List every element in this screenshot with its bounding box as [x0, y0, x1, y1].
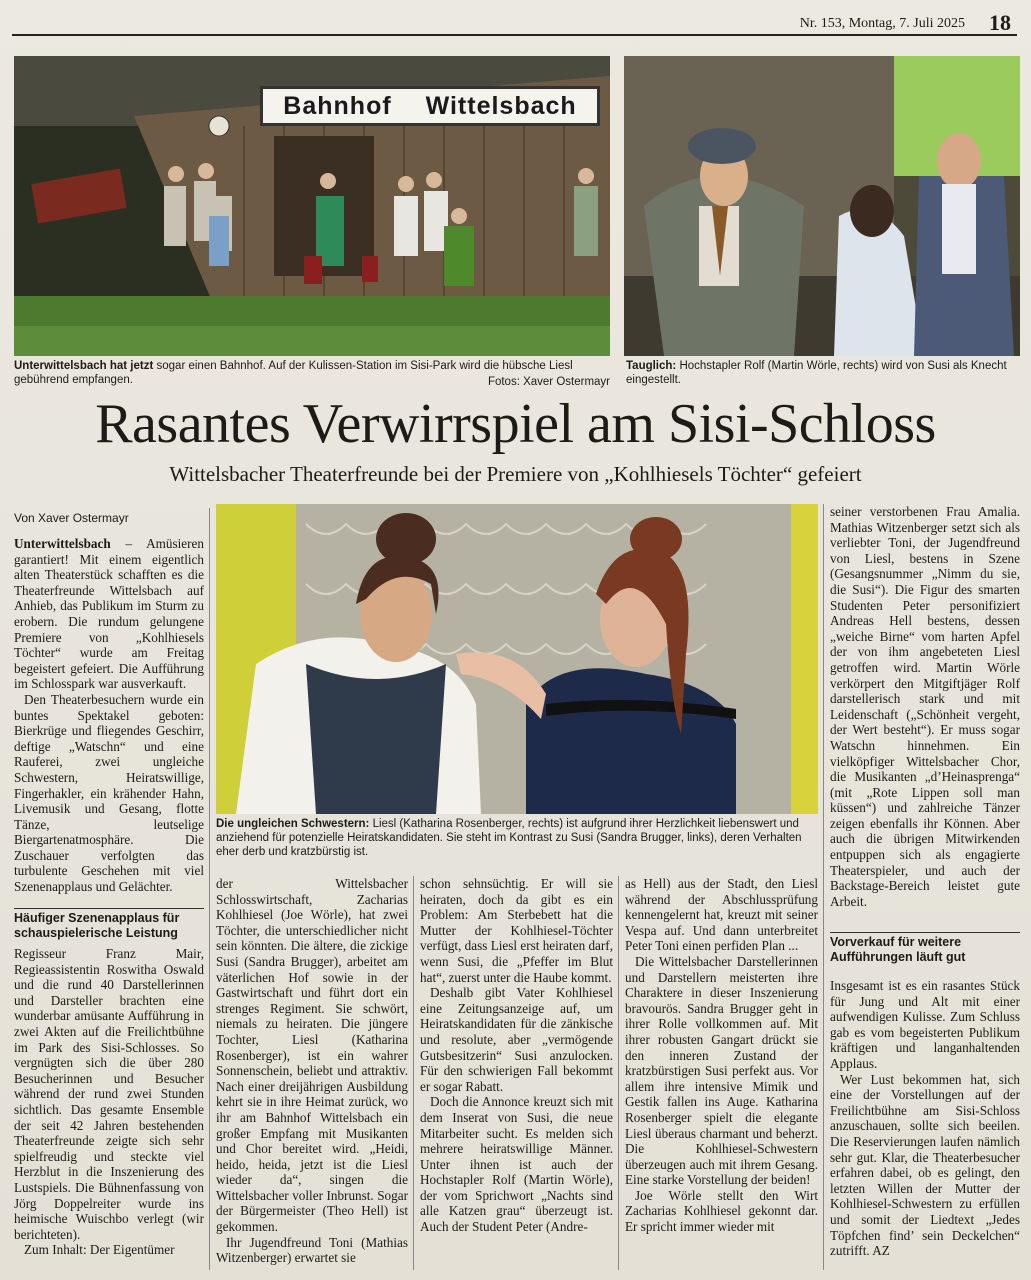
paragraph: as Hell) aus der Stadt, den Liesl während der Abschlussprüfung kennengelernt hat, kreuzt mit seiner Vespa auf. Und dann unterbreitet Peter Toni einen perfiden Plan ...	[625, 876, 818, 954]
issue-date: Nr. 153, Montag, 7. Juli 2025	[799, 16, 965, 31]
paragraph: Doch die Annonce kreuzt sich mit dem Inserat von Susi, die neue Mitarbeiter sucht. Es melden sich mehrere heiratswillige Männer. Unter ihnen ist auch der Hochstapler Rolf (Martin Wörle), der vom Sprichwort „Nachts sind alle Katzen grau“ überzeugt ist. Auch der Student Peter (Andre-	[420, 1094, 613, 1235]
caption-schwestern	[216, 817, 818, 863]
caption-lead: Die ungleichen Schwestern:	[216, 818, 370, 830]
column-rule	[823, 504, 824, 1270]
headline: Rasantes Verwirrspiel am Sisi-Schloss	[95, 393, 936, 455]
caption-text: sogar einen Bahnhof. Auf der Kulissen-Station im Sisi-Park wird die hübsche Liesl gebührend empfangen.	[14, 360, 573, 386]
byline: Von Xaver Ostermayr	[14, 511, 129, 525]
paragraph: Wer Lust bekommen hat, sich eine der Vorstellungen auf der Freilichtbühne am Sisi-Schloss anzuschauen, sollte sich beeilen. Die Reservierungen laufen nämlich sehr gut. Klar, die Theaterbesucher erfahren dabei, ob es gelingt, den letzten Willen der Mutter der Kohlhiesel-Schwestern zu erfüllen und somit der Liedtext „Jedes Töpfchen find’ sein Deckelchen“ zutrifft. AZ	[830, 1071, 1020, 1259]
photo-bahnhof	[14, 56, 610, 356]
caption-lead: Tauglich:	[626, 360, 677, 372]
column-2	[216, 876, 408, 1270]
caption-bahnhof	[14, 359, 610, 389]
photo-schwestern	[216, 504, 818, 814]
paragraph: der Wittelsbacher Schlosswirtschaft, Zacharias Kohlhiesel (Joe Wörle), hat zwei Töchter, die unterschiedlicher nicht sein könnten. Die ältere, die zickige Susi (Sandra Brugger), arbeitet am väterlichen Hof sowie in der Gastwirtschaft und führt dort ein strenges Regiment. Sie schwört, niemals zu heiraten. Die jüngere Tochter, Liesl (Katharina Rosenberger), ist ein wahrer Sonnenschein, beliebt und attraktiv. Nach einer dreijährigen Ausbildung kehrt sie in ihre Heimat zurück, wo ihr am Bahnhof Wittelsbach ein großer Empfang mit Musikanten und Chor bereitet wird. „Heidi, heido, heida, jetzt ist die Liesl wieder da“, singen die Wittelsbacher voller Inbrunst. Sogar der Bürgermeister (Theo Hell) ist gekommen.	[216, 876, 408, 1235]
page-number: 18	[989, 10, 1011, 35]
station-sign: Bahnhof Wittelsbach	[260, 86, 600, 126]
caption-lead: Unterwittelsbach hat jetzt	[14, 360, 154, 372]
column-rule	[413, 876, 414, 1270]
subhead-szenenapplaus: Häufiger Szenenapplaus für schauspielerische Leistung	[14, 908, 204, 941]
paragraph: schon sehnsüchtig. Er will sie heiraten, doch da gibt es ein Problem: Am Sterbebett hat die Mutter der Kohlhiesel-Töchter verfügt, dass Liesl erst heiraten darf, wenn Susi, die „Pfeffer im Blut hat“, zuerst unter die Haube kommt.	[420, 876, 613, 985]
paragraph: Ihr Jugendfreund Toni (Mathias Witzenberger) erwartet sie	[216, 1234, 408, 1266]
column-4	[625, 876, 818, 1270]
paragraph: – Amüsieren garantiert! Mit einem eigentlich alten Theaterstück schafften es die Theaterfreunde Wittelsbach auf Anhieb, das Publikum im Sturm zu erobern. Die rundum gelungene Premiere von „Kohlhiesels Töchter“ wurde am Freitag begeistert gefeiert. Die Aufführung im Schlosspark war ausverkauft.	[14, 536, 204, 692]
column-rule	[209, 508, 210, 1270]
paragraph: Regisseur Franz Mair, Regieassistentin Roswitha Oswald und die rund 40 Darstellerinnen und Darsteller brachten eine wunderbar amüsante Aufführung in zwei Akten auf die Freilichtbühne im Park des Sisi-Schlosses. So vergnügten sich die über 280 Besucherinnen und Besucher während der rund zwei Stunden sichtlich. Das gesamte Ensemble der seit 42 Jahren bestehenden Theaterfreunde zeigte sich sehr spielfreudig und steckte viel Herzblut in die Inszenierung des Lustspiels. Die Bühnenfassung von Jörg Doppelreiter wurde ins heimische Wuischbo verlegt (wir berichteten).	[14, 946, 204, 1242]
photo-credit: Fotos: Xaver Ostermayr	[487, 376, 610, 388]
column-rule	[618, 876, 619, 1270]
page-header	[12, 8, 1017, 36]
column-1	[14, 536, 204, 901]
column-3	[420, 876, 613, 1270]
caption-text: Hochstapler Rolf (Martin Wörle, rechts) wird von Susi als Knecht eingestellt.	[626, 360, 1007, 386]
dateline: Unterwittelsbach	[14, 536, 111, 551]
paragraph: Insgesamt ist es ein rasantes Stück für Jung und Alt mit einer aufwendigen Kulisse. Zum Schluss gab es vom begeisterten Publikum kräftigen und langanhaltenden Applaus.	[830, 978, 1020, 1071]
column-5-continued	[830, 978, 1020, 1270]
subhead-vorverkauf: Vorverkauf für weitere Aufführungen läuft gut	[830, 932, 1020, 965]
column-1-continued	[14, 946, 204, 1268]
caption-text: Liesl (Katharina Rosenberger, rechts) ist aufgrund ihrer Herzlichkeit liebenswert und anziehend für potenzielle Heiratskandidaten. Sie steht im Kontrast zu Susi (Sandra Brugger, links), deren Verhalten eher derb und kratzbürstig ist.	[216, 818, 802, 858]
paragraph: seiner verstorbenen Frau Amalia. Mathias Witzenberger setzt sich als verliebter Toni, der Jugendfreund von Liesl, bestens in Szene (Gesangsnummer „Nimm du sie, die Susi“). Die Figur des smarten Studenten Peter personifiziert Andreas Hell bestens, dessen „weiche Birne“ vom harten Apfel der von ihm angebeteten Liesl getroffen wird. Martin Wörle verkörpert den Mitgiftjäger Rolf darstellerisch stark und mit Leidenschaft („Schönheit vergeht, der Wert besteht“). Er muss sogar Watschn hinnehmen. Ein vielköpfiger Wittelsbacher Chor, die Musikanten „d’Heinasprenga“ (mit „Rote Lippen soll man küssen“) und zahlreiche Tänzer zeigen ebenfalls ihr Können. Aber auch die übrigen Mitwirkenden entpuppen sich als engagierte Theaterspieler, und auch der Backstage-Bereich leistet gute Arbeit.	[830, 504, 1020, 909]
paragraph: Deshalb gibt Vater Kohlhiesel eine Zeitungsanzeige auf, um Heiratskandidaten für die zänkische und resolute, aber „vermögende Gutsbesitzerin“ Susi anzulocken. Für den schwierigen Fall bekommt er sogar Rabatt.	[420, 985, 613, 1094]
photo-tauglich	[624, 56, 1020, 356]
caption-tauglich	[626, 359, 1016, 389]
column-5	[830, 504, 1020, 920]
paragraph: Joe Wörle stellt den Wirt Zacharias Kohlhiesel gekonnt dar. Er spricht immer wieder mit	[625, 1187, 818, 1235]
paragraph: Den Theaterbesuchern wurde ein buntes Spektakel geboten: Bierkrüge und fliegendes Geschirr, deftige „Watschn“ und eine Rauferei, zwei ungleiche Schwestern, Heiratswillige, Fingerhakler, ein krähender Hahn, Livemusik und Gesang, flotte Tänze, leutselige Biergartenatmosphäre. Die Zuschauer verfolgten das turbulente Geschehen mit viel Szenenapplaus und Gelächter.	[14, 691, 204, 895]
subheadline: Wittelsbacher Theaterfreunde bei der Premiere von „Kohlhiesels Töchter“ gefeiert	[169, 462, 862, 486]
paragraph: Zum Inhalt: Der Eigentümer	[24, 1242, 175, 1258]
paragraph: Die Wittelsbacher Darstellerinnen und Darstellern meisterten ihre Charaktere in dieser Inszenierung bravourös. Sandra Brugger geht in ihrer Rolle vollkommen auf. Mit ihrer robusten Gangart drückt sie den inneren Zustand der kratzbürstigen Susi perfekt aus. Vor allem ihre intensive Mimik und Gestik fallen ins Auge. Katharina Rosenberger spielt die elegante Liesl überaus charmant und beherzt. Die Kohlhiesel-Schwestern überzeugen auch mit ihrem Gesang. Eine starke Vorstellung der beiden!	[625, 953, 818, 1188]
